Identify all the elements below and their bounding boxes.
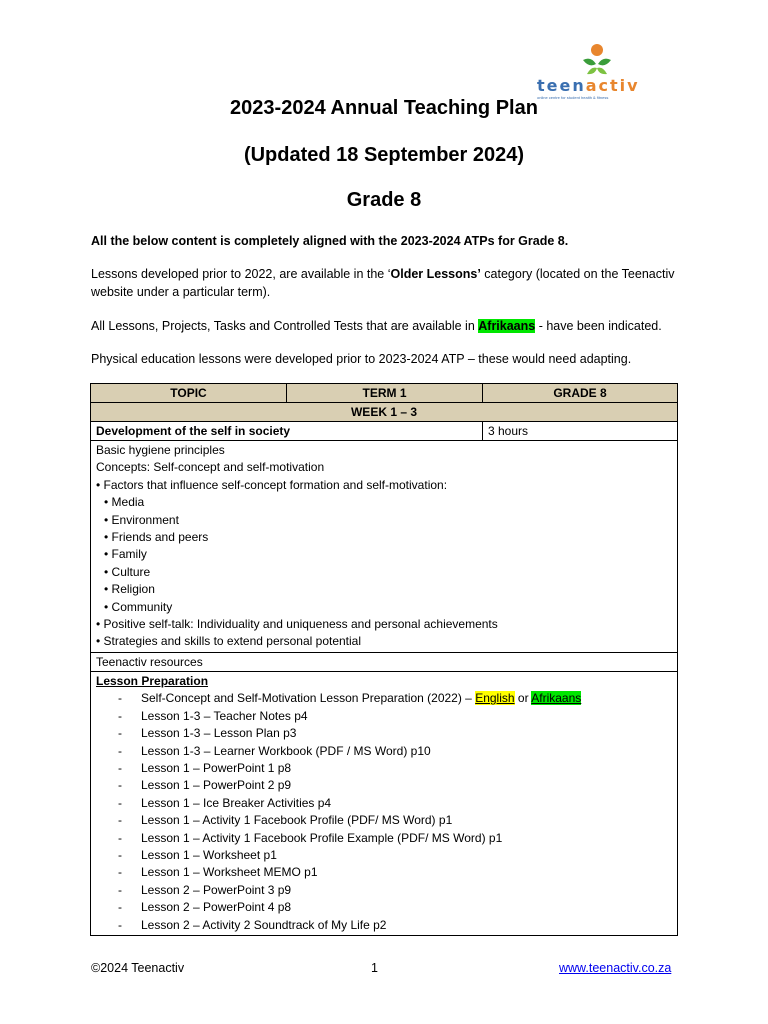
factor-item: • Family <box>104 547 147 562</box>
content-line: Basic hygiene principles <box>96 443 225 457</box>
document-title: 2023-2024 Annual Teaching Plan <box>230 97 538 119</box>
lesson-prep-heading: Lesson Preparation <box>96 673 209 688</box>
week-row <box>91 403 678 422</box>
teenactiv-logo <box>533 42 665 100</box>
alignment-note: All the below content is completely aligned with the 2023-2024 ATPs for Grade 8. <box>91 234 569 248</box>
teaching-plan-table <box>90 383 678 936</box>
list-item: - Lesson 1-3 – Lesson Plan p3 <box>118 726 297 741</box>
header-grade: GRADE 8 <box>483 384 678 403</box>
afrikaans-note: All Lessons, Projects, Tasks and Controlled Tests that are available in Afrikaans - have been indicated. <box>91 319 662 333</box>
list-item: - Lesson 1 – Activity 1 Facebook Profile (PDF/ MS Word) p1 <box>118 813 453 828</box>
header-topic: TOPIC <box>91 384 287 403</box>
factor-item: • Community <box>104 599 173 614</box>
header-term: TERM 1 <box>287 384 483 403</box>
list-item: - Lesson 1 – Ice Breaker Activities p4 <box>118 795 332 810</box>
content-cell <box>91 441 678 653</box>
list-item: - Lesson 1 – Worksheet p1 <box>118 847 277 862</box>
lesson-prep-row <box>91 671 678 935</box>
factor-item: • Environment <box>104 512 179 527</box>
factor-item: • Friends and peers <box>104 530 209 545</box>
footer-page-number: 1 <box>371 961 378 975</box>
logo-tagline: online centre for student health & fitness <box>537 95 609 100</box>
english-link[interactable]: English <box>475 691 515 706</box>
content-line: Concepts: Self-concept and self-motivation <box>96 460 325 475</box>
logo-wordmark: teenactiv <box>537 76 640 95</box>
table-header-row <box>91 384 678 403</box>
list-item: - Lesson 2 – PowerPoint 3 p9 <box>118 882 292 897</box>
list-item: - Self-Concept and Self-Motivation Lesson Preparation (2022) – English or Afrikaans <box>118 691 582 706</box>
list-item: - Lesson 2 – Activity 2 Soundtrack of My Life p2 <box>118 917 387 932</box>
content-row <box>91 441 678 653</box>
content-line: • Strategies and skills to extend personal potential <box>96 634 362 649</box>
lesson-prep-cell <box>91 671 678 935</box>
content-line: • Positive self-talk: Individuality and uniqueness and personal achievements <box>96 617 498 632</box>
footer-website-link[interactable]: www.teenactiv.co.za <box>559 961 672 975</box>
list-item: - Lesson 2 – PowerPoint 4 p8 <box>118 900 292 915</box>
week-label: WEEK 1 – 3 <box>91 403 678 422</box>
updated-date: (Updated 18 September 2024) <box>243 144 525 166</box>
list-item: - Lesson 1 – PowerPoint 2 p9 <box>118 778 292 793</box>
afrikaans-link[interactable]: Afrikaans <box>531 691 582 706</box>
factor-item: • Culture <box>104 564 151 579</box>
factor-item: • Media <box>104 495 145 510</box>
factor-item: • Religion <box>104 582 155 597</box>
list-item: - Lesson 1 – PowerPoint 1 p8 <box>118 760 292 775</box>
physical-education-note: Physical education lessons were developed prior to 2023-2024 ATP – these would need adapting. <box>91 352 632 366</box>
resources-label: Teenactiv resources <box>91 652 678 671</box>
list-item: - Lesson 1-3 – Learner Workbook (PDF / MS Word) p10 <box>118 743 431 758</box>
older-lessons-note: Lessons developed prior to 2022, are available in the ‘Older Lessons’ category (located on the Teenactiv website under a particular term). <box>91 267 675 299</box>
topic-row <box>91 422 678 441</box>
list-item: - Lesson 1 – Activity 1 Facebook Profile Example (PDF/ MS Word) p1 <box>118 830 503 845</box>
footer-copyright: ©2024 Teenactiv <box>91 961 185 975</box>
list-item: - Lesson 1 – Worksheet MEMO p1 <box>118 865 318 880</box>
grade-heading: Grade 8 <box>346 189 422 211</box>
content-line: • Factors that influence self-concept formation and self-motivation: <box>96 477 448 492</box>
list-item: - Lesson 1-3 – Teacher Notes p4 <box>118 708 308 723</box>
resources-row <box>91 652 678 671</box>
topic-title: Development of the self in society <box>91 422 483 441</box>
topic-hours: 3 hours <box>483 422 678 441</box>
